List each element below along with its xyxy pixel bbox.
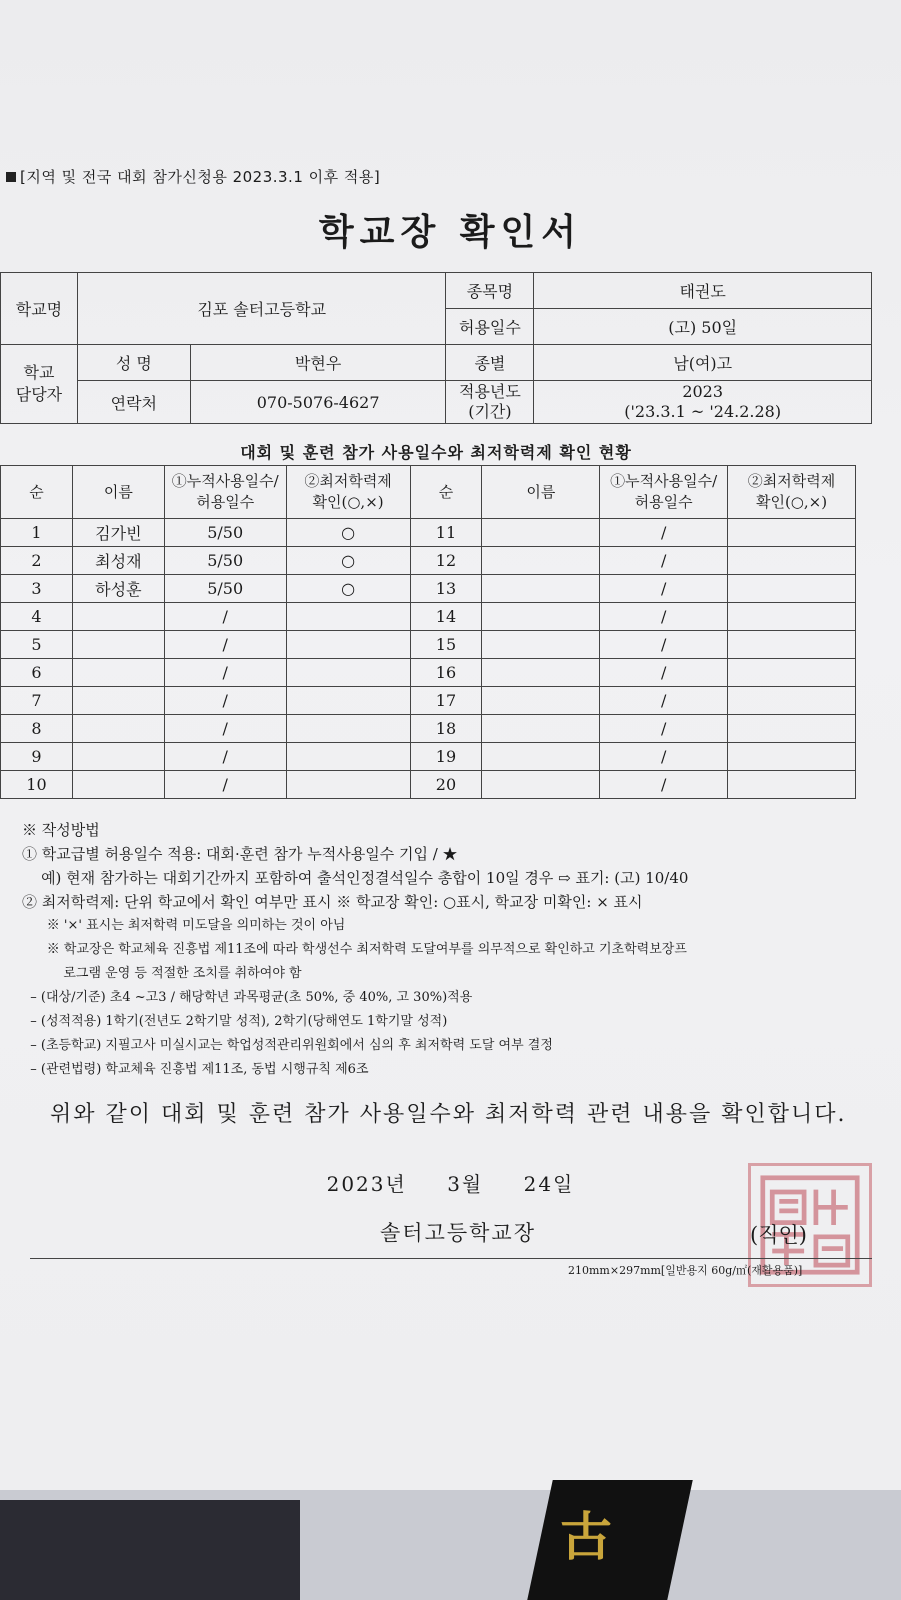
paper-spec: 210mm×297mm[일반용지 60g/㎡(재활용품)] xyxy=(568,1264,803,1277)
header-note: [지역 및 전국 대회 참가신청용 2023.3.1 이후 적용] xyxy=(6,166,380,187)
cell-no: 13 xyxy=(410,575,482,603)
table-row xyxy=(1,687,856,715)
cell-days: / xyxy=(600,687,728,715)
table-row xyxy=(1,659,856,687)
header-name: 이름 xyxy=(482,466,600,519)
cell-name xyxy=(72,631,164,659)
cell-name xyxy=(482,687,600,715)
date-month: 3월 xyxy=(447,1172,484,1196)
principal-name: 솔터고등학교장 xyxy=(380,1221,537,1245)
note-line: – (성적적용) 1학기(전년도 2학기말 성적), 2학기(당해연도 1학기말 성적) xyxy=(22,1014,448,1029)
cell-check xyxy=(286,631,410,659)
cell-name xyxy=(482,575,600,603)
cell-no: 8 xyxy=(1,715,73,743)
cell-check xyxy=(728,575,856,603)
cell-check xyxy=(286,771,410,799)
cell-no: 7 xyxy=(1,687,73,715)
table-row xyxy=(1,519,856,547)
contact-value: 070-5076-4627 xyxy=(190,381,446,424)
contact-label: 연락처 xyxy=(77,381,190,424)
table-row xyxy=(1,575,856,603)
cell-no: 20 xyxy=(410,771,482,799)
note-line: – (관련법령) 학교체육 진흥법 제11조, 동법 시행규칙 제6조 xyxy=(22,1062,369,1077)
name-label: 성 명 xyxy=(77,345,190,381)
cell-name: 김가빈 xyxy=(72,519,164,547)
cell-days: / xyxy=(600,631,728,659)
cell-name xyxy=(482,743,600,771)
table-row xyxy=(1,631,856,659)
cell-days: / xyxy=(164,603,286,631)
cell-days: 5/50 xyxy=(164,547,286,575)
date-year: 2023년 xyxy=(326,1172,407,1196)
cell-check xyxy=(286,715,410,743)
cell-check xyxy=(286,659,410,687)
cell-check: ○ xyxy=(286,575,410,603)
header-days: ①누적사용일수/ 허용일수 xyxy=(600,466,728,519)
cell-no: 6 xyxy=(1,659,73,687)
note-line: ① 학교급별 허용일수 적용: 대회·훈련 참가 누적사용일수 기입 / ★ xyxy=(22,845,458,863)
note-line: – (대상/기준) 초4 ~고3 / 해당학년 과목평균(초 50%, 중 40%, 고 30%)적용 xyxy=(22,990,473,1005)
cell-no: 17 xyxy=(410,687,482,715)
cell-no: 14 xyxy=(410,603,482,631)
note-line: ※ '×' 표시는 최저학력 미도달을 의미하는 것이 아님 xyxy=(22,918,346,933)
footer-divider xyxy=(30,1258,872,1259)
header-no: 순 xyxy=(410,466,482,519)
cell-name xyxy=(72,603,164,631)
cell-name xyxy=(482,547,600,575)
cell-name xyxy=(482,659,600,687)
cell-days: / xyxy=(164,715,286,743)
header-check: ②최저학력제 확인(○,×) xyxy=(728,466,856,519)
roster-subtitle: 대회 및 훈련 참가 사용일수와 최저학력제 확인 현황 xyxy=(240,443,632,462)
cell-no: 4 xyxy=(1,603,73,631)
cell-days: / xyxy=(164,659,286,687)
table-row xyxy=(1,603,856,631)
note-line: ※ 학교장은 학교체육 진흥법 제11조에 따라 학생선수 최저학력 도달여부를 의무적으로 확인하고 기초학력보장프 xyxy=(22,942,687,957)
table-row xyxy=(1,771,856,799)
note-line: – (초등학교) 지필고사 미실시교는 학업성적관리위원회에서 심의 후 최저학력 도달 여부 결정 xyxy=(22,1038,553,1053)
cell-no: 5 xyxy=(1,631,73,659)
square-bullet-icon xyxy=(6,172,16,182)
roster-table xyxy=(0,465,856,799)
cell-check xyxy=(728,603,856,631)
confirmation-text: 위와 같이 대회 및 훈련 참가 사용일수와 최저학력 관련 내용을 확인합니다. xyxy=(50,1102,847,1127)
table-row xyxy=(1,715,856,743)
table-row xyxy=(1,547,856,575)
cell-name xyxy=(72,687,164,715)
header-no: 순 xyxy=(1,466,73,519)
cell-days: / xyxy=(164,743,286,771)
note-line: ※ 작성방법 xyxy=(22,821,100,839)
cell-days: / xyxy=(164,687,286,715)
cell-no: 15 xyxy=(410,631,482,659)
allowed-days-value: (고) 50일 xyxy=(534,309,872,345)
cell-days: / xyxy=(600,715,728,743)
cell-no: 9 xyxy=(1,743,73,771)
cell-name xyxy=(482,771,600,799)
name-value: 박현우 xyxy=(190,345,446,381)
cell-no: 18 xyxy=(410,715,482,743)
period-value: ('23.3.1 ~ '24.2.28) xyxy=(624,402,782,421)
allowed-days-label: 허용일수 xyxy=(446,309,534,345)
cell-no: 1 xyxy=(1,519,73,547)
cell-name: 최성재 xyxy=(72,547,164,575)
gender-value: 남(여)고 xyxy=(534,345,872,381)
year-label: 적용년도 (기간) xyxy=(446,381,534,424)
cell-name xyxy=(482,631,600,659)
cell-days: 5/50 xyxy=(164,519,286,547)
cell-no: 12 xyxy=(410,547,482,575)
cell-check xyxy=(728,743,856,771)
cell-check xyxy=(728,687,856,715)
cell-days: / xyxy=(600,771,728,799)
sport-label: 종목명 xyxy=(446,273,534,309)
header-days: ①누적사용일수/ 허용일수 xyxy=(164,466,286,519)
cell-days: / xyxy=(600,743,728,771)
writing-instructions xyxy=(22,818,872,1082)
note-line: 예) 현재 참가하는 대회기간까지 포함하여 출석인정결석일수 총합이 10일 경우 ⇨ 표기: (고) 10/40 xyxy=(22,869,689,887)
document-title: 학교장 확인서 xyxy=(318,212,583,253)
header-check: ②최저학력제 확인(○,×) xyxy=(286,466,410,519)
belt-embroidery-icon: 古 xyxy=(560,1508,613,1568)
cell-check xyxy=(286,743,410,771)
cell-no: 2 xyxy=(1,547,73,575)
cell-days: / xyxy=(164,771,286,799)
school-info-table xyxy=(0,272,872,424)
table-row xyxy=(1,743,856,771)
cell-no: 3 xyxy=(1,575,73,603)
gender-label: 종별 xyxy=(446,345,534,381)
cell-check: ○ xyxy=(286,519,410,547)
cell-days: / xyxy=(600,659,728,687)
cell-check xyxy=(286,603,410,631)
header-name: 이름 xyxy=(72,466,164,519)
cell-no: 16 xyxy=(410,659,482,687)
cell-check xyxy=(728,715,856,743)
cell-check: ○ xyxy=(286,547,410,575)
note-line: 로그램 운영 등 적절한 조치를 취하여야 함 xyxy=(22,966,302,981)
cell-days: / xyxy=(600,547,728,575)
cell-name xyxy=(482,715,600,743)
cell-check xyxy=(286,687,410,715)
cell-name xyxy=(482,519,600,547)
manager-label: 학교 담당자 xyxy=(1,345,78,424)
cell-days: / xyxy=(164,631,286,659)
cell-check xyxy=(728,631,856,659)
cell-check xyxy=(728,547,856,575)
cell-check xyxy=(728,771,856,799)
school-value: 김포 솔터고등학교 xyxy=(77,273,446,345)
cell-days: / xyxy=(600,575,728,603)
school-label: 학교명 xyxy=(1,273,78,345)
background-dark-area xyxy=(0,1500,300,1600)
cell-name: 하성훈 xyxy=(72,575,164,603)
sport-value: 태권도 xyxy=(534,273,872,309)
roster-body xyxy=(1,519,856,799)
cell-days: 5/50 xyxy=(164,575,286,603)
cell-check xyxy=(728,519,856,547)
cell-no: 10 xyxy=(1,771,73,799)
cell-days: / xyxy=(600,519,728,547)
cell-name xyxy=(482,603,600,631)
note-line: ② 최저학력제: 단위 학교에서 확인 여부만 표시 ※ 학교장 확인: ○표시, 학교장 미확인: × 표시 xyxy=(22,893,643,911)
year-cell xyxy=(534,381,872,424)
date-day: 24일 xyxy=(523,1172,575,1196)
cell-name xyxy=(72,715,164,743)
cell-days: / xyxy=(600,603,728,631)
cell-check xyxy=(728,659,856,687)
cell-name xyxy=(72,743,164,771)
cell-name xyxy=(72,771,164,799)
cell-no: 19 xyxy=(410,743,482,771)
cell-name xyxy=(72,659,164,687)
seal-label: (직인) xyxy=(750,1223,807,1247)
year-value: 2023 xyxy=(682,382,724,401)
cell-no: 11 xyxy=(410,519,482,547)
